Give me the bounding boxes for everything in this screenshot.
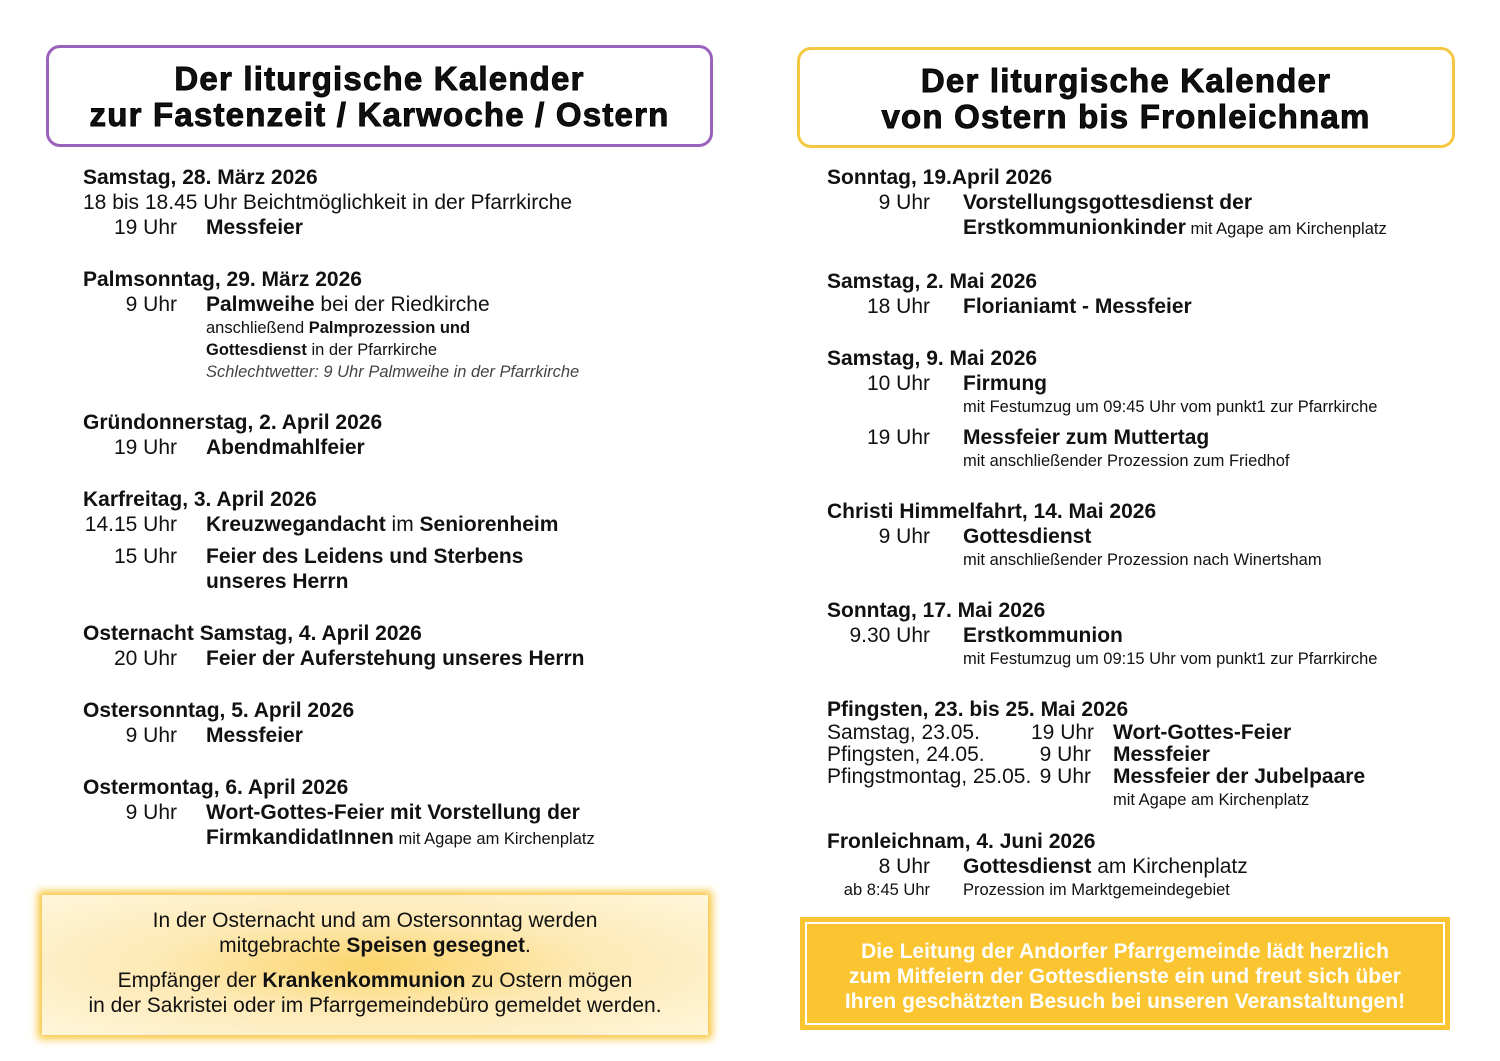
time-label: 14.15 Uhr: [84, 513, 177, 536]
time-label: [827, 215, 930, 242]
schedule-section: [83, 775, 723, 852]
text-run: Abendmahlfeier: [206, 436, 365, 459]
time-label: 18 Uhr: [866, 295, 930, 318]
time-label: 9 Uhr: [125, 293, 177, 316]
time-label: [83, 569, 179, 594]
text-run: 18 bis 18.45 Uhr Beichtmöglichkeit in der Pfarrkirche: [83, 191, 573, 214]
text-run: 6. April 2026: [225, 776, 349, 799]
schedule-section: [827, 598, 1467, 670]
schedule-section: [83, 698, 723, 748]
event-text: [179, 723, 303, 748]
time-label: [827, 648, 930, 670]
text-run: Palmsonntag, 29. März 2026: [83, 268, 362, 291]
text-run: Gründonnerstag, 2. April 2026: [83, 411, 383, 434]
text-run: anschließend: [206, 319, 309, 337]
time-label: [827, 450, 930, 472]
schedule-line: [827, 215, 1467, 242]
schedule-section: [827, 499, 1467, 571]
section-heading: [83, 410, 723, 435]
right-title-line-1: Der liturgische Kalender: [920, 62, 1332, 99]
schedule-line: [83, 361, 723, 383]
time-label: 19 Uhr: [113, 436, 177, 459]
text-run: Pfingsten, 23. bis 25. Mai 2026: [827, 698, 1129, 721]
line-text: [83, 190, 572, 215]
event-text: [1091, 788, 1309, 811]
schedule-line: [827, 744, 1467, 766]
event-text: [930, 524, 1091, 549]
event-text: [930, 190, 1252, 215]
event-text: [930, 425, 1209, 450]
text-run: zu Ostern mögen: [465, 969, 633, 992]
schedule-line: [83, 723, 723, 748]
section-heading: [83, 775, 723, 800]
left-title-line-1: Der liturgische Kalender: [174, 60, 585, 97]
text-run: Gottesdienst: [206, 341, 307, 359]
schedule-line: [83, 544, 723, 569]
schedule-line: [83, 339, 723, 361]
time-label: [83, 825, 179, 852]
text-run: Die Leitung der Andorfer Pfarrgemeinde lädt herzlich: [861, 940, 1389, 963]
text-run: in der Pfarrkirche: [306, 341, 438, 359]
time-label: [1031, 788, 1091, 811]
time-label: 9.30 Uhr: [849, 624, 930, 647]
time-label: [827, 396, 930, 418]
text-run: Samstag, 4. April 2026: [199, 622, 422, 645]
text-run: Messfeier zum Muttertag: [963, 426, 1210, 449]
time-label: 9 Uhr: [1039, 743, 1091, 766]
event-text: [930, 549, 1322, 571]
schedule-line: [827, 396, 1467, 418]
schedule-line: [827, 879, 1467, 901]
time-label: 9 Uhr: [878, 525, 930, 548]
schedule-line: [83, 646, 723, 671]
text-run: zum Mitfeiern der Gottesdienste ein und freut sich über: [849, 965, 1401, 988]
time-label: [83, 361, 179, 383]
text-run: .: [524, 934, 531, 957]
text-run: Seniorenheim: [419, 513, 559, 536]
left-schedule: [83, 165, 723, 879]
text-run: Prozession im Marktgemeindegebiet: [963, 881, 1230, 899]
event-text: [1091, 766, 1365, 788]
text-run: Christi Himmelfahrt, 14. Mai 2026: [827, 500, 1157, 523]
event-text: [179, 800, 580, 825]
schedule-line: [827, 450, 1467, 472]
day-label: Pfingstmontag, 25.05.: [827, 765, 1032, 788]
text-run: Sonntag, 17. Mai 2026: [827, 599, 1046, 622]
event-text: [930, 854, 1248, 879]
schedule-line: [827, 722, 1467, 744]
schedule-line: [827, 425, 1467, 450]
text-run: Messfeier der Jubelpaare: [1113, 765, 1366, 788]
text-run: Vorstellungsgottesdienst der: [963, 191, 1252, 214]
event-text: [179, 646, 585, 671]
time-label: ab 8:45 Uhr: [843, 881, 930, 899]
schedule-section: [827, 829, 1467, 901]
schedule-line: [827, 766, 1467, 788]
event-text: [1091, 744, 1210, 766]
time-label: 9 Uhr: [125, 801, 177, 824]
text-run: Kreuzwegandacht: [206, 513, 386, 536]
note-paragraph: [42, 908, 708, 958]
right-note-box: [800, 917, 1450, 1030]
text-run: Samstag, 9. Mai 2026: [827, 347, 1038, 370]
text-run: Samstag, 2. Mai 2026: [827, 270, 1038, 293]
left-title-line-2: zur Fastenzeit / Karwoche / Ostern: [89, 96, 670, 133]
schedule-line: [83, 190, 723, 215]
schedule-line: [827, 294, 1467, 319]
schedule-section: [827, 697, 1467, 811]
left-note-box: [42, 895, 708, 1035]
text-run: Karfreitag, 3. April 2026: [83, 488, 317, 511]
text-run: Sonntag, 19.April 2026: [827, 166, 1053, 189]
text-run: im: [385, 513, 420, 536]
schedule-line: [827, 190, 1467, 215]
event-text: [179, 339, 437, 361]
schedule-line: [83, 569, 723, 594]
text-run: Schlechtwetter: 9 Uhr Palmweihe in der Pfarrkirche: [206, 363, 580, 381]
event-text: [179, 544, 523, 569]
schedule-section: [83, 410, 723, 460]
time-label: [83, 339, 179, 361]
schedule-line: [83, 215, 723, 240]
text-run: Palmprozession und: [308, 319, 471, 337]
text-run: In der Osternacht und am Ostersonntag werden: [152, 909, 598, 932]
text-run: Feier des Leidens und Sterbens: [206, 545, 524, 568]
text-run: Osternacht: [83, 622, 200, 645]
time-label: [83, 317, 179, 339]
event-text: [930, 450, 1289, 472]
text-run: Fronleichnam, 4. Juni 2026: [827, 830, 1096, 853]
text-run: Florianiamt - Messfeier: [963, 295, 1192, 318]
time-label: 19 Uhr: [866, 426, 930, 449]
text-run: Messfeier: [206, 724, 303, 747]
text-run: Empfänger der: [117, 969, 263, 992]
text-run: Samstag, 28. März 2026: [83, 166, 318, 189]
event-text: [930, 648, 1377, 670]
schedule-line: [827, 549, 1467, 571]
schedule-section: [83, 487, 723, 594]
schedule-line: [827, 371, 1467, 396]
time-label: 9 Uhr: [125, 724, 177, 747]
schedule-section: [827, 346, 1467, 472]
event-text: [930, 294, 1192, 319]
text-run: Speisen gesegnet: [346, 934, 525, 957]
text-run: Feier der Auferstehung unseres Herrn: [206, 647, 585, 670]
section-heading: [827, 346, 1467, 371]
section-heading: [83, 165, 723, 190]
text-run: Krankenkommunion: [262, 969, 466, 992]
text-run: mit Agape am Kirchenplatz: [393, 830, 595, 848]
schedule-line: [827, 623, 1467, 648]
section-heading: [827, 499, 1467, 524]
event-text: [930, 879, 1230, 901]
section-heading: [83, 621, 723, 646]
schedule-line: [83, 800, 723, 825]
section-heading: [83, 698, 723, 723]
section-heading: [827, 165, 1467, 190]
text-run: Erstkommunion: [963, 624, 1123, 647]
text-run: Erstkommunionkinder: [963, 216, 1186, 239]
event-text: [930, 371, 1047, 396]
time-label: 19 Uhr: [1031, 721, 1095, 744]
schedule-line: [83, 825, 723, 852]
text-run: Ostermontag: [83, 776, 214, 799]
section-heading: [827, 598, 1467, 623]
text-run: mitgebrachte: [219, 934, 347, 957]
schedule-line: [827, 524, 1467, 549]
text-run: Messfeier: [1113, 743, 1210, 766]
text-run: Ihren geschätzten Besuch bei unseren Veranstaltungen!: [844, 990, 1406, 1013]
text-run: mit Festumzug um 09:15 Uhr vom punkt1 zur Pfarrkirche: [963, 650, 1378, 668]
time-label: 9 Uhr: [1039, 765, 1091, 788]
text-run: mit Agape am Kirchenplatz: [1113, 791, 1310, 809]
event-text: [179, 512, 558, 537]
day-label: Samstag, 23.05.: [827, 721, 980, 744]
right-title-box: [797, 47, 1455, 148]
event-text: [1091, 722, 1291, 744]
text-run: Gottesdienst: [963, 525, 1092, 548]
schedule-section: [83, 621, 723, 671]
schedule-line: [83, 435, 723, 460]
right-schedule: [827, 165, 1467, 928]
text-run: mit Festumzug um 09:45 Uhr vom punkt1 zur Pfarrkirche: [963, 398, 1378, 416]
note-paragraph: [42, 968, 708, 1018]
text-run: Wort-Gottes-Feier: [1113, 721, 1292, 744]
time-label: 10 Uhr: [866, 372, 930, 395]
event-text: [179, 292, 490, 317]
text-run: Palmweihe: [206, 293, 315, 316]
event-text: [179, 435, 365, 460]
text-run: mit anschließender Prozession nach Winertsham: [963, 551, 1322, 569]
schedule-line: [83, 512, 723, 537]
note-paragraph: [803, 939, 1447, 1014]
time-label: 15 Uhr: [113, 545, 177, 568]
section-heading: [827, 829, 1467, 854]
day-label: [827, 788, 1031, 811]
event-text: [179, 825, 595, 852]
text-run: mit Agape am Kirchenplatz: [1185, 220, 1387, 238]
schedule-line: [827, 648, 1467, 670]
event-text: [930, 215, 1387, 242]
text-run: Gottesdienst: [963, 855, 1092, 878]
text-run: unseres Herrn: [206, 570, 349, 593]
text-run: ,: [213, 776, 226, 799]
section-heading: [83, 267, 723, 292]
event-text: [179, 215, 303, 240]
text-run: in der Sakristei oder im Pfarrgemeindebüro gemeldet werden.: [88, 994, 662, 1017]
event-text: [930, 623, 1123, 648]
text-run: Ostersonntag, 5. April 2026: [83, 699, 355, 722]
schedule-section: [83, 267, 723, 383]
section-heading: [827, 697, 1467, 722]
section-heading: [827, 269, 1467, 294]
schedule-section: [827, 165, 1467, 242]
text-run: bei der Riedkirche: [314, 293, 490, 316]
time-label: 8 Uhr: [878, 855, 930, 878]
schedule-line: [827, 788, 1467, 811]
time-label: 20 Uhr: [113, 647, 177, 670]
time-label: 9 Uhr: [878, 191, 930, 214]
time-label: [827, 549, 930, 571]
event-text: [930, 396, 1377, 418]
text-run: mit anschließender Prozession zum Friedhof: [963, 452, 1290, 470]
schedule-section: [83, 165, 723, 240]
section-heading: [83, 487, 723, 512]
text-run: Firmung: [963, 372, 1047, 395]
right-title-line-2: von Ostern bis Fronleichnam: [881, 98, 1371, 135]
event-text: [179, 317, 470, 339]
text-run: FirmkandidatInnen: [206, 826, 394, 849]
event-text: [179, 569, 348, 594]
schedule-line: [83, 292, 723, 317]
schedule-line: [827, 854, 1467, 879]
schedule-section: [827, 269, 1467, 319]
text-run: Wort-Gottes-Feier mit Vorstellung der: [206, 801, 580, 824]
event-text: [179, 361, 579, 383]
time-label: 19 Uhr: [113, 216, 177, 239]
schedule-line: [83, 317, 723, 339]
text-run: am Kirchenplatz: [1091, 855, 1248, 878]
text-run: Messfeier: [206, 216, 303, 239]
day-label: Pfingsten, 24.05.: [827, 743, 985, 766]
left-title-box: [46, 45, 713, 147]
